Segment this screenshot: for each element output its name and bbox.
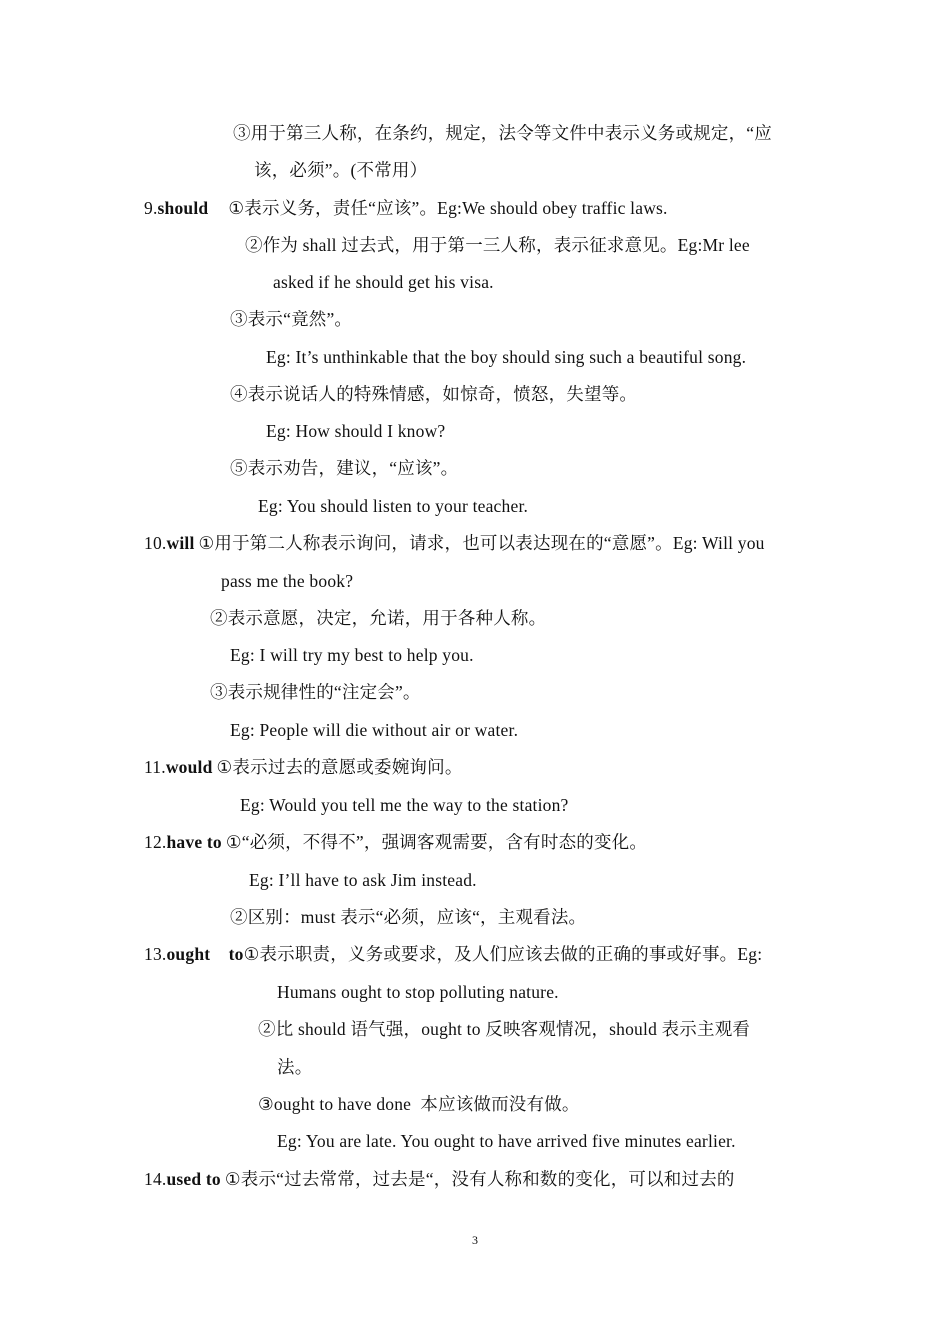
- text-line: pass me the book?: [221, 571, 354, 591]
- entry-definition: ①表示“过去常常，过去是“，没有人称和数的变化，可以和过去的: [224, 1169, 735, 1189]
- page-number: 3: [472, 1233, 478, 1247]
- entry-number: 9.: [144, 198, 158, 218]
- entry-9: [144, 196, 668, 220]
- entry-number: 13.: [144, 944, 167, 964]
- example-line: Eg: You should listen to your teacher.: [258, 496, 529, 516]
- text-line: ③表示规律性的“注定会”。: [210, 682, 421, 702]
- example-line: Eg: I’ll have to ask Jim instead.: [249, 870, 477, 890]
- text-line: ②作为 shall 过去式，用于第一三人称，表示征求意见。Eg:Mr lee: [245, 235, 750, 255]
- entry-keyword: ought to: [166, 944, 244, 964]
- entry-number: 12.: [144, 832, 167, 852]
- text-line: ④表示说话人的特殊情感，如惊奇，愤怒，失望等。: [230, 384, 638, 404]
- entry-14: [144, 1167, 735, 1191]
- entry-number: 14.: [144, 1169, 167, 1189]
- example-line: Eg: How should I know?: [266, 421, 446, 441]
- entry-keyword: will: [166, 533, 195, 553]
- text-line: 法。: [277, 1057, 313, 1077]
- example-line: Eg: It’s unthinkable that the boy should sing such a beautiful song.: [266, 347, 747, 367]
- entry-definition: ①用于第二人称表示询问，请求，也可以表达现在的“意愿”。Eg: Will you: [198, 533, 765, 553]
- example-line: Eg: Would you tell me the way to the station?: [240, 795, 569, 815]
- text-line: ③表示“竟然”。: [230, 309, 353, 329]
- entry-keyword: should: [157, 198, 209, 218]
- entry-definition: ①“必须，不得不”，强调客观需要，含有时态的变化。: [225, 832, 648, 852]
- text-line: ③ought to have done 本应该做而没有做。: [258, 1094, 580, 1114]
- entry-definition: ①表示义务，责任“应该”。Eg:We should obey traffic laws.: [228, 198, 668, 218]
- entry-keyword: used to: [166, 1169, 221, 1189]
- entry-10: [144, 531, 765, 555]
- example-line: Eg: People will die without air or water.: [230, 720, 519, 740]
- text-line: ②区别：must 表示“必须，应该“，主观看法。: [230, 907, 587, 927]
- text-line: ⑤表示劝告，建议，“应该”。: [230, 458, 459, 478]
- entry-number: 11.: [144, 757, 166, 777]
- example-line: Eg: You are late. You ought to have arrived five minutes earlier.: [277, 1131, 736, 1151]
- entry-keyword: have to: [166, 832, 222, 852]
- text-line: 该，必须”。(不常用）: [254, 160, 428, 180]
- entry-12: [144, 830, 647, 854]
- example-line: Eg: I will try my best to help you.: [230, 645, 474, 665]
- text-line: asked if he should get his visa.: [273, 272, 494, 292]
- entry-definition: ①表示职责，义务或要求，及人们应该去做的正确的事或好事。Eg:: [243, 944, 763, 964]
- entry-keyword: would: [165, 757, 213, 777]
- text-line: ②表示意愿，决定，允诺，用于各种人称。: [210, 608, 547, 628]
- text-line: ③用于第三人称，在条约，规定，法令等文件中表示义务或规定，“应: [233, 123, 772, 143]
- entry-number: 10.: [144, 533, 167, 553]
- text-line: Humans ought to stop polluting nature.: [277, 982, 559, 1002]
- entry-definition: ①表示过去的意愿或委婉询问。: [216, 757, 463, 777]
- entry-11: [144, 755, 463, 779]
- entry-13: [144, 942, 762, 966]
- text-line: ②比 should 语气强，ought to 反映客观情况，should 表示主观看: [258, 1019, 751, 1039]
